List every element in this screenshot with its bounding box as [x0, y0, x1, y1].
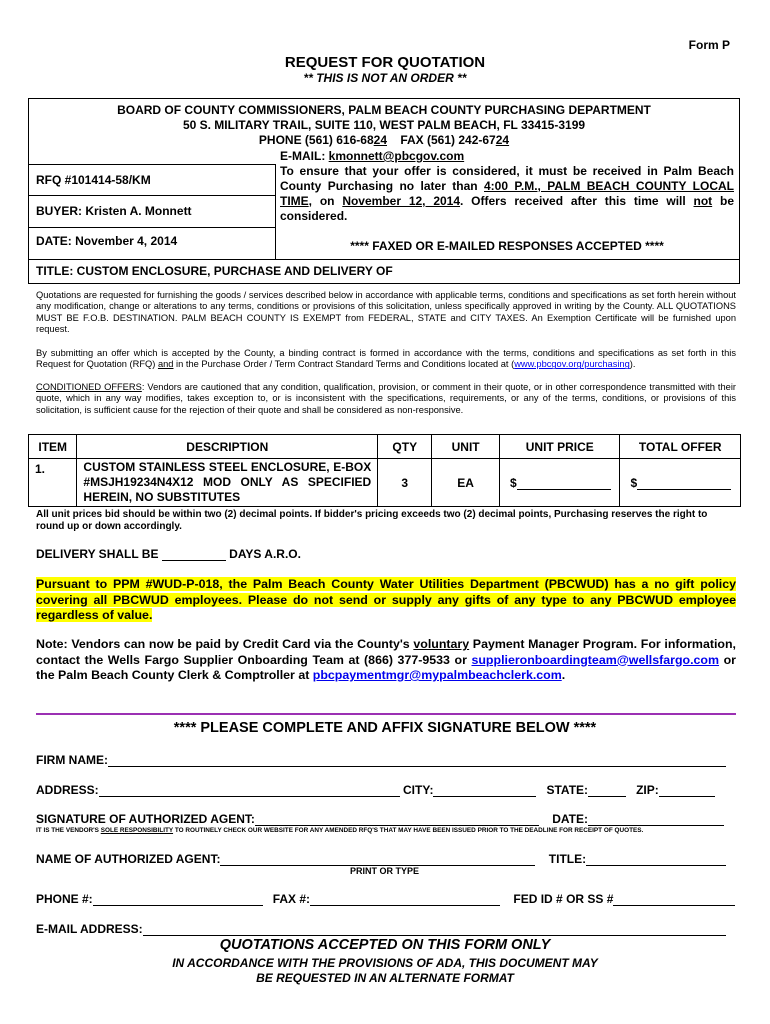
agent-name-field[interactable]: [220, 853, 535, 866]
col-total-offer: TOTAL OFFER: [620, 435, 741, 459]
rfq-title: TITLE: CUSTOM ENCLOSURE, PURCHASE AND DELIVERY OF: [36, 264, 393, 278]
col-unit-price: UNIT PRICE: [500, 435, 620, 459]
fed-id-field[interactable]: [613, 893, 735, 906]
conditioned-offers-paragraph: CONDITIONED OFFERS: Vendors are cautioned that any condition, qualification, provision, or comment in their quote, or in other correspondence transmitted with their quote, which in any way modifies, takes exception to, or is inconsistent with the specifications, requirements, or any of the terms, conditions, or provisions of this solicitation, is sufficient cause for the rejection of their quote and shall be considered as non-responsive.: [36, 382, 737, 415]
header-email: E-MAIL: kmonnett@pbcgov.com: [280, 149, 465, 163]
table-row: [29, 459, 741, 507]
firm-name-row: FIRM NAME:: [36, 753, 726, 767]
row-qty: 3: [378, 459, 432, 507]
delivery-days-field[interactable]: [162, 548, 226, 561]
phone-fax-row: PHONE #: FAX #: FED ID # OR SS #: [36, 892, 735, 906]
footer-ada-line2: BE REQUESTED IN AN ALTERNATE FORMAT: [256, 971, 514, 985]
page-title: REQUEST FOR QUOTATION: [284, 54, 486, 71]
print-or-type-label: PRINT OR TYPE: [350, 866, 420, 876]
header-line2: 50 S. MILITARY TRAIL, SUITE 110, WEST PALM BEACH, FL 33415-3199: [182, 118, 586, 132]
agent-name-row: NAME OF AUTHORIZED AGENT: TITLE:: [36, 852, 726, 866]
total-offer-field[interactable]: $: [620, 459, 741, 507]
fax-field[interactable]: [310, 893, 500, 906]
signature-heading: **** PLEASE COMPLETE AND AFFIX SIGNATURE BELOW ****: [173, 720, 597, 736]
unit-price-field[interactable]: $: [500, 459, 620, 507]
footer-ada-line1: IN ACCORDANCE WITH THE PROVISIONS OF ADA, THIS DOCUMENT MAY: [172, 956, 598, 970]
table-header-row: [29, 435, 741, 459]
address-row: ADDRESS: CITY: STATE: ZIP:: [36, 783, 715, 797]
website-note: IT IS THE VENDOR'S SOLE RESPONSIBILITY TO ROUTINELY CHECK OUR WEBSITE FOR ANY AMENDED RFQ'S THAT MAY HAVE BEEN ISSUED PRIOR TO THE DEADLINE FOR RECEIPT OF QUOTES.: [36, 827, 644, 834]
zip-field[interactable]: [659, 784, 715, 797]
rfq-left-column: [28, 164, 276, 259]
city-field[interactable]: [433, 784, 536, 797]
header-divider: [28, 259, 740, 260]
footer-heading: QUOTATIONS ACCEPTED ON THIS FORM ONLY: [219, 937, 551, 953]
row-item: 1.: [29, 459, 77, 507]
col-item: ITEM: [29, 435, 77, 459]
price-note: All unit prices bid should be within two (2) decimal points. If bidder's pricing exceeds two (2) decimal points, Purchasing reserves the right to round up or down accordingly.: [36, 509, 708, 532]
address-field[interactable]: [99, 784, 400, 797]
email-address-field[interactable]: [143, 923, 726, 936]
col-qty: QTY: [378, 435, 432, 459]
signature-date-field[interactable]: [588, 813, 724, 826]
form-label: Form P: [688, 38, 730, 52]
wells-fargo-email-link[interactable]: supplieronboardingteam@wellsfargo.com: [471, 652, 720, 667]
header-line1: BOARD OF COUNTY COMMISSIONERS, PALM BEACH COUNTY PURCHASING DEPARTMENT: [117, 103, 651, 117]
signature-field[interactable]: [255, 813, 539, 826]
signature-row: SIGNATURE OF AUTHORIZED AGENT: DATE:: [36, 812, 724, 826]
gift-policy: Pursuant to PPM #WUD-P-018, the Palm Beach County Water Utilities Department (PBCWUD) has a no gift policy covering all PBCWUD employees. Please do not send or supply any gifts of any type to any PBCWUD employee regardless of value.: [36, 577, 736, 622]
email-link[interactable]: kmonnett@pbcgov.com: [328, 149, 465, 163]
faxed-accepted: **** FAXED OR E-MAILED RESPONSES ACCEPTED ****: [350, 239, 664, 253]
buyer-name: BUYER: Kristen A. Monnett: [36, 204, 192, 218]
deadline-text: To ensure that your offer is considered, it must be received in Palm Beach County Purchasing no later than 4:00 P.M., PALM BEACH COUNTY LOCAL TIME, on November 12, 2014. Offers received after this time will not be considered.: [280, 164, 734, 223]
header-phone-fax: PHONE (561) 616-6824 FAX (561) 242-6724: [258, 133, 510, 147]
section-divider: [36, 713, 736, 715]
row-unit: EA: [432, 459, 500, 507]
binding-contract-paragraph: By submitting an offer which is accepted by the County, a binding contract is formed in accordance with the terms, conditions and specifications as set forth in this Request for Quotation (RFQ) and in the Purchase Order / Term Contract Standard Terms and Conditions located at (www.pbcgov.org/purchasing).: [36, 348, 736, 370]
delivery-row: DELIVERY SHALL BE DAYS A.R.O.: [36, 547, 301, 561]
items-table: [28, 434, 741, 507]
payment-note: Note: Vendors can now be paid by Credit Card via the County's voluntary Payment Manager Program. For information, contact the Wells Fargo Supplier Onboarding Team at (866) 377-9533 or supplieronboardingteam@wellsfargo.com or the Palm Beach County Clerk & Comptroller at pbcpaymentmgr@mypalmbeachclerk.com.: [36, 637, 736, 682]
purchasing-link[interactable]: www.pbcgov.org/purchasing: [514, 359, 630, 370]
clerk-email-link[interactable]: pbcpaymentmgr@mypalmbeachclerk.com: [312, 668, 562, 682]
terms-paragraph: Quotations are requested for furnishing the goods / services described below in accordance with applicable terms, conditions and specifications as set forth herein without any modification, change or alterations to any terms, conditions or provisions of this solicitation, unless specifically approved in writing by the County. ALL QUOTATIONS MUST BE F.O.B. DESTINATION. PALM BEACH COUNTY IS EXEMPT from FEDERAL, STATE and CITY TAXES. An Exemption Certificate will be furnished upon request.: [36, 290, 736, 335]
col-unit: UNIT: [432, 435, 500, 459]
page-subtitle: ** THIS IS NOT AN ORDER **: [303, 71, 467, 85]
firm-name-field[interactable]: [108, 754, 726, 767]
state-field[interactable]: [588, 784, 626, 797]
rfq-number: RFQ #101414-58/KM: [36, 173, 151, 187]
agent-title-field[interactable]: [586, 853, 726, 866]
phone-field[interactable]: [93, 893, 263, 906]
row-description: CUSTOM STAINLESS STEEL ENCLOSURE, E-BOX #MSJH19234N4X12 MOD ONLY AS SPECIFIED HEREIN, NO SUBSTITUTES: [77, 459, 378, 507]
col-description: DESCRIPTION: [77, 435, 378, 459]
email-row: E-MAIL ADDRESS:: [36, 922, 726, 936]
header-address: [28, 103, 740, 148]
rfq-date: DATE: November 4, 2014: [36, 234, 178, 248]
